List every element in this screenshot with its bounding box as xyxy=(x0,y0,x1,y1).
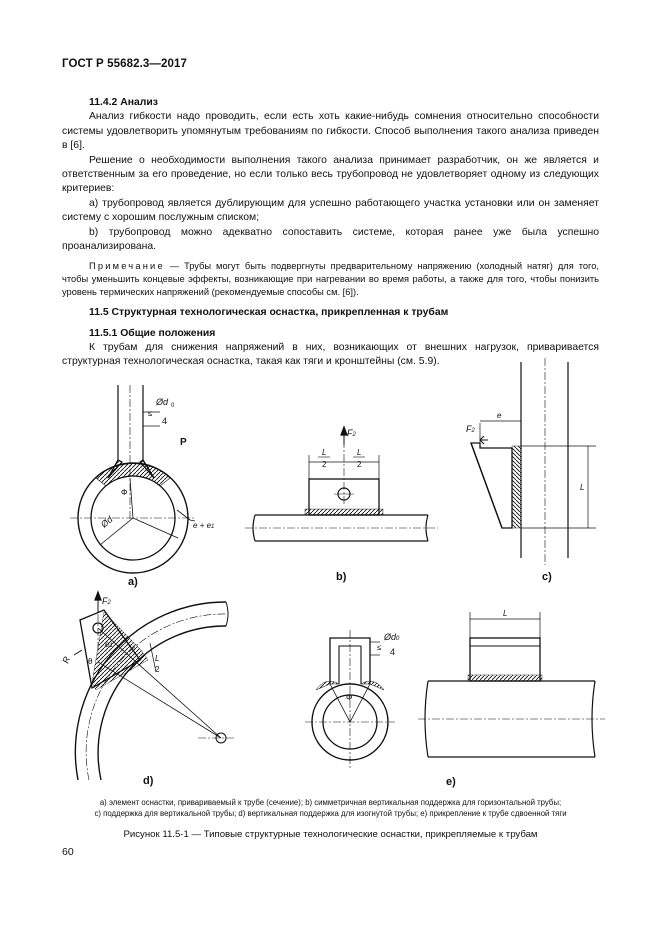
paragraph-5: К трубам для снижения напряжений в них, возникающих от внешних нагрузок, приваривается структурная технологическая оснастка, такая как тяги и кронштейны (см. 5.9). xyxy=(62,342,599,368)
note-text: — Трубы могут быть подвергнуты предварительному напряжению (холодный натяг) для того, чтобы уменьшить концевые эффекты, возникающие при нагревании во время работы, а также для того, чтобы понизить уровень термических напряжений (рекомендуемые способы см. [6]). xyxy=(62,261,599,297)
d-F2: F2 xyxy=(102,596,111,606)
figure-legend-line-2: c) поддержка для вертикальной трубы; d) вертикальная поддержка для изогнутой трубы; e) прикрепление к трубе сдвоенной тяги xyxy=(94,809,567,818)
section-title-11-4-2: 11.4.2 Анализ xyxy=(89,97,158,108)
figure-drawing xyxy=(0,350,661,800)
label-d: d) xyxy=(143,775,154,787)
a-od-circle: Ød xyxy=(98,514,115,530)
b-F2: F2 xyxy=(347,428,356,438)
b-two-right: 2 xyxy=(357,460,362,469)
figure-legend xyxy=(62,797,599,819)
subfigure-e-side xyxy=(418,612,605,757)
a-phi: Φ xyxy=(121,488,128,497)
d-two: 2 xyxy=(155,665,160,674)
d-theta: θ xyxy=(88,657,93,666)
a-e-plus: e + e1 xyxy=(193,521,215,530)
c-F2: F2 xyxy=(466,424,475,434)
label-c: c) xyxy=(542,571,552,583)
subfigure-a xyxy=(70,385,196,573)
figure-11-5-1 xyxy=(0,350,661,800)
e-phi: Φ xyxy=(346,693,353,702)
e-od: Ød0 xyxy=(384,632,400,642)
subfigure-b xyxy=(245,427,438,541)
label-b: b) xyxy=(336,571,347,583)
e-le: ≤ xyxy=(377,643,382,652)
a-four: 4 xyxy=(162,416,168,426)
figure-legend-line-1: a) элемент оснастки, привариваемый к трубе (сечение); b) симметричная вертикальная поддержка для горизонтальной трубы; xyxy=(99,798,562,807)
b-L-right: L xyxy=(357,448,362,457)
b-two-left: 2 xyxy=(322,460,327,469)
subfigure-c xyxy=(471,358,596,565)
c-L: L xyxy=(580,483,585,492)
a-od: Ød xyxy=(156,397,169,407)
note xyxy=(62,260,599,298)
page-number: 60 xyxy=(62,846,74,858)
section-title-11-5: 11.5 Структурная технологическая оснастка, прикрепленная к трубам xyxy=(89,307,449,319)
b-L-left: L xyxy=(322,448,327,457)
a-le: ≤ xyxy=(148,409,153,418)
e-L: L xyxy=(503,609,508,618)
d-e1: e1 xyxy=(105,640,113,649)
paragraph-4: b) трубопровод можно адекватно сопоставить системе, которая ранее уже была успешно проанализирована. xyxy=(62,226,599,253)
a-od-sub: 0 xyxy=(171,403,175,409)
e-four: 4 xyxy=(390,647,396,657)
paragraph-3: a) трубопровод является дублирующим для успешно работающего участка установки или он заменяет систему с хорошим послужным списком; xyxy=(62,197,599,224)
label-a: a) xyxy=(128,576,138,588)
a-P: P xyxy=(180,437,187,448)
note-label: Примечание xyxy=(89,261,165,272)
page-header-standard: ГОСТ Р 55682.3—2017 xyxy=(62,58,187,70)
section-11-4-2 xyxy=(62,96,599,370)
c-e: e xyxy=(497,411,502,420)
subfigure-d xyxy=(74,592,235,780)
figure-caption: Рисунок 11.5-1 — Типовые структурные технологические оснастки, прикрепляемые к трубам xyxy=(123,829,538,840)
paragraph-2: Решение о необходимости выполнения такого анализа принимает разработчик, он же является и ответственным за его проведение, но если только весь трубопровод не удовлетворяет одному из следующих критериев: xyxy=(62,154,599,195)
section-title-11-5-1: 11.5.1 Общие положения xyxy=(89,327,216,339)
paragraph-1: Анализ гибкости надо проводить, если есть хоть какие-нибудь сомнения относительно способности системы удовлетворить упомянутым требованиям по гибкости. Способ выполнения такого анализа приведен в [6]. xyxy=(62,111,599,152)
label-e: e) xyxy=(446,776,456,788)
d-R: R xyxy=(60,655,73,665)
d-L: L xyxy=(155,654,160,663)
